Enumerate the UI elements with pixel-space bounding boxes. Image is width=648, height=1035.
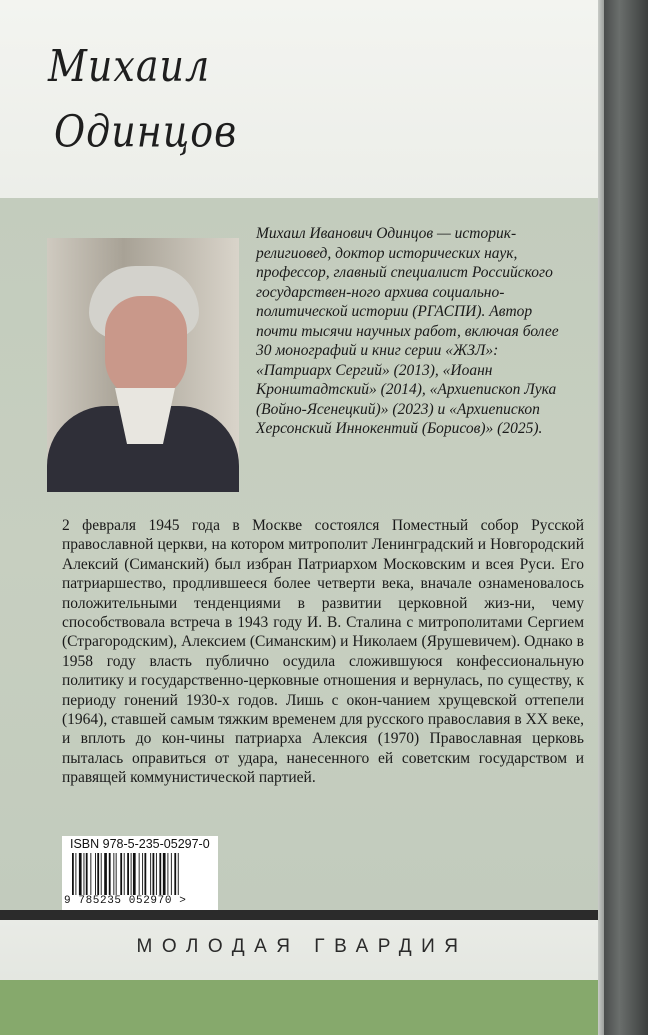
- top-band: [0, 0, 604, 198]
- publisher-name: МОЛОДАЯ ГВАРДИЯ: [136, 936, 468, 957]
- book-annotation: [62, 516, 584, 788]
- spine-edge: [604, 0, 648, 1035]
- author-bio-text: Михаил Иванович Одинцов — историк-религиовед, доктор исторических наук, профессор, главный специалист Российского государствен-ного архива социально-политической истории (РГАСПИ). Автор почти тысячи научных работ, включая более 30 монографий и книг серии «ЖЗЛ»: «Патриарх Сергий» (2013), «Иоанн Кронштадтский» (2014), «Архиепископ Лука (Войно-Ясенецкий)» (2023) и «Архиепископ Херсонский Иннокентий (Борисов)» (2025).: [256, 225, 559, 437]
- book-annotation-text: 2 февраля 1945 года в Москве состоялся Поместный собор Русской православной церкви, на котором митрополит Ленинградский и Новгородский Алексий (Симанский) был избран Патриархом Московским и всея Руси. Его патриаршество, продлившееся более четверти века, вначале ознаменовалось положительными тенденциями в развитии церковной жиз-ни, чему способствовала встреча в 1943 году И. В. Сталина с митрополитами Сергием (Страгородским), Алексием (Симанским) и Николаем (Ярушевичем). Однако в 1958 году власть публично осудила сложившуюся конфессиональную политику и государственно-церковные отношения и вернулась, по существу, к периоду гонений 1930-х годов. Лишь с окон-чанием хрущевской оттепели (1964), ставшей самым тяжким временем для русского православия в XX веке, и вплоть до кон-чины патриарха Алексия (1970) Православная церковь пыталась оправиться от удара, нанесенного ей советским государством и правящей коммунистической партией.: [62, 517, 584, 787]
- barcode-digits: 9 785235 052970 >: [64, 895, 187, 907]
- author-photo: [47, 238, 239, 492]
- bottom-green-strip: [0, 980, 604, 1035]
- isbn-label: ISBN 978-5-235-05297-0: [70, 837, 210, 851]
- barcode-icon: [70, 853, 216, 897]
- author-last-name: Одинцов: [54, 106, 238, 158]
- author-first-name: Михаил: [48, 40, 211, 92]
- author-name-script: [48, 34, 237, 165]
- author-bio: [256, 224, 576, 439]
- barcode-block: [62, 836, 218, 910]
